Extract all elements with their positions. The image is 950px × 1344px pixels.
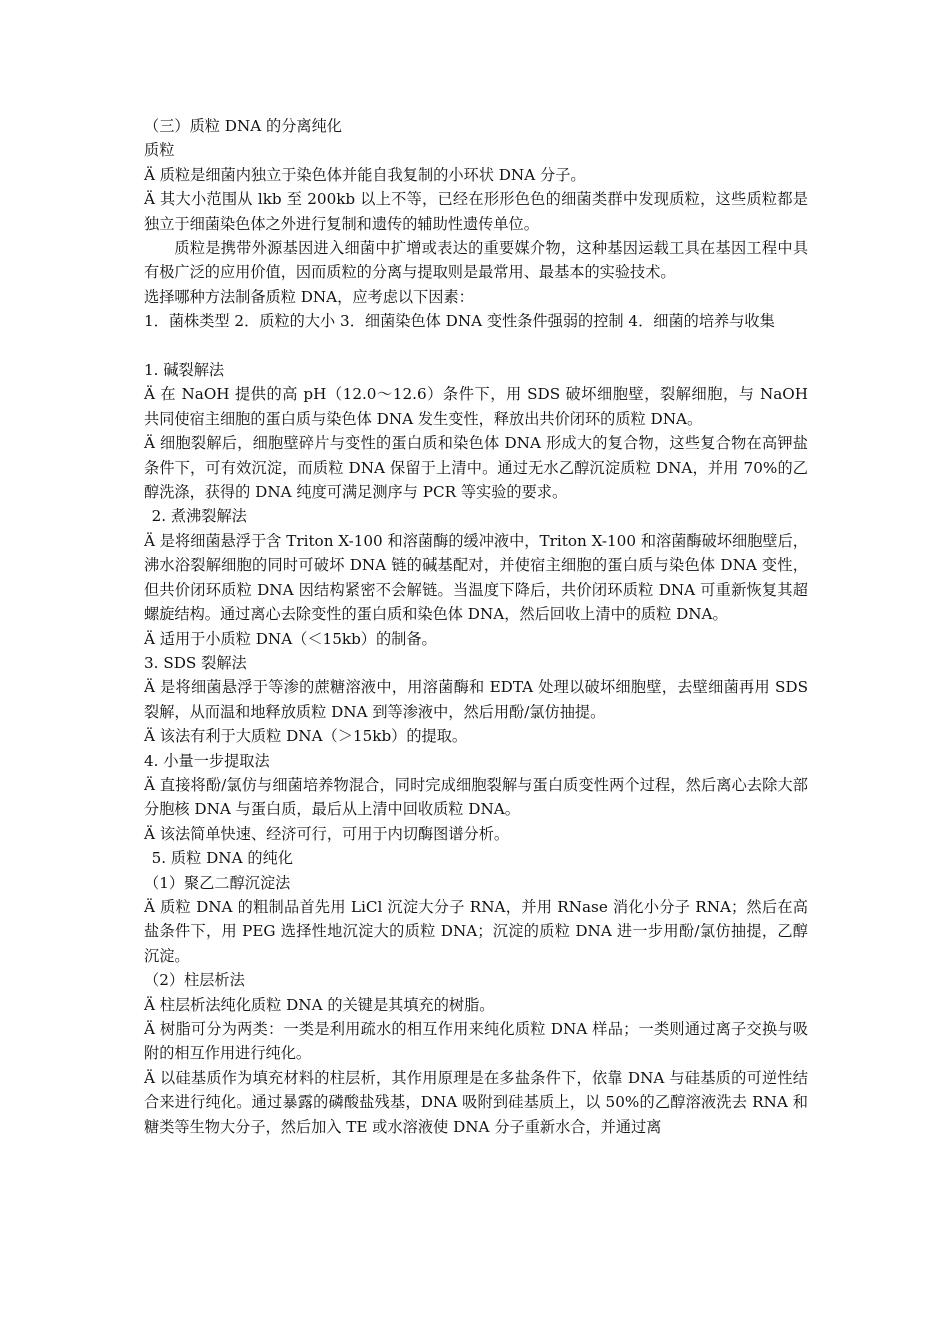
method-heading: 2. 煮沸裂解法 [151,507,247,526]
bullet-paragraph: Ä 适用于小质粒 DNA（＜15kb）的制备。 [144,629,437,648]
bullet-paragraph: Ä 树脂可分为两类：一类是利用疏水的相互作用来纯化质粒 DNA 样品；一类则通过离子交换与吸附的相互作用进行纯化。 [144,1020,808,1063]
method-heading: 5. 质粒 DNA 的纯化 [151,849,293,868]
blank-line [144,334,808,358]
bullet-paragraph: Ä 其大小范围从 lkb 至 200kb 以上不等，已经在形形色色的细菌类群中发现质粒，这些质粒都是独立于细菌染色体之外进行复制和遗传的辅助性遗传单位。 [144,190,808,233]
subheading-plasmid: 质粒 [144,141,175,160]
factor-list: 1．菌株类型 2．质粒的大小 3．细菌染色体 DNA 变性条件强弱的控制 4．细菌的培养与收集 [144,312,775,331]
bullet-paragraph: Ä 是将细菌悬浮于含 Triton X-100 和溶菌酶的缓冲液中，Triton X-100 和溶菌酶破坏细胞壁后，沸水浴裂解细胞的同时可破坏 DNA 链的碱基配对，并使宿主细胞的蛋白质与染色体 DNA 变性，但共价闭环质粒 DNA 因结构紧密不会解链。当温度下降后，共价闭环质粒 DNA 可重新恢复其超螺旋结构。通过离心去除变性的蛋白质和染色体 DNA，然后回收上清中的质粒 DNA。 [144,531,808,624]
section-heading: （三）质粒 DNA 的分离纯化 [144,117,342,135]
sub-method-heading: （1）聚乙二醇沉淀法 [144,873,291,892]
body-paragraph: 选择哪种方法制备质粒 DNA，应考虑以下因素： [144,287,474,306]
method-heading: 3. SDS 裂解法 [144,653,247,672]
bullet-paragraph: Ä 以硅基质作为填充材料的柱层析，其作用原理是在多盐条件下，依靠 DNA 与硅基质的可逆性结合来进行纯化。通过暴露的磷酸盐残基，DNA 吸附到硅基质上，以 50%的乙醇溶液洗去 RNA 和糖类等生物大分子，然后加入 TE 或水溶液使 DNA 分子重新水合，并通过离 [144,1068,808,1136]
bullet-paragraph: Ä 是将细菌悬浮于等渗的蔗糖溶液中，用溶菌酶和 EDTA 处理以破坏细胞壁，去壁细菌再用 SDS 裂解，从而温和地释放质粒 DNA 到等渗液中，然后用酚/氯仿抽提。 [144,678,808,721]
bullet-paragraph: Ä 该法简单快速、经济可行，可用于内切酶图谱分析。 [144,824,510,843]
body-paragraph: 质粒是携带外源基因进入细菌中扩增或表达的重要媒介物，这种基因运载工具在基因工程中具有极广泛的应用价值，因而质粒的分离与提取则是最常用、最基本的实验技术。 [144,239,808,282]
method-heading: 1. 碱裂解法 [144,361,225,380]
bullet-paragraph: Ä 柱层析法纯化质粒 DNA 的关键是其填充的树脂。 [144,995,495,1014]
document-body [144,114,808,1139]
bullet-paragraph: Ä 直接将酚/氯仿与细菌培养物混合，同时完成细胞裂解与蛋白质变性两个过程，然后离心去除大部分胞核 DNA 与蛋白质，最后从上清中回收质粒 DNA。 [144,775,808,819]
bullet-paragraph: Ä 该法有利于大质粒 DNA（＞15kb）的提取。 [144,727,468,746]
bullet-paragraph: Ä 细胞裂解后，细胞壁碎片与变性的蛋白质和染色体 DNA 形成大的复合物，这些复合物在高钾盐条件下，可有效沉淀，而质粒 DNA 保留于上清中。通过无水乙醇沉淀质粒 DNA，并用 70%的乙醇洗涤，获得的 DNA 纯度可满足测序与 PCR 等实验的要求。 [144,434,808,502]
method-heading: 4. 小量一步提取法 [144,751,270,770]
bullet-paragraph: Ä 质粒 DNA 的粗制品首先用 LiCl 沉淀大分子 RNA，并用 RNase 消化小分子 RNA；然后在高盐条件下，用 PEG 选择性地沉淀大的质粒 DNA；沉淀的质粒 DNA 进一步用酚/氯仿抽提，乙醇沉淀。 [144,897,808,965]
bullet-paragraph: Ä 质粒是细菌内独立于染色体并能自我复制的小环状 DNA 分子。 [144,165,586,184]
sub-method-heading: （2）柱层析法 [144,971,245,990]
bullet-paragraph: Ä 在 NaOH 提供的高 pH（12.0～12.6）条件下，用 SDS 破坏细胞壁，裂解细胞，与 NaOH 共同使宿主细胞的蛋白质与染色体 DNA 发生变性，释放出共价闭环的质粒 DNA。 [144,385,808,428]
